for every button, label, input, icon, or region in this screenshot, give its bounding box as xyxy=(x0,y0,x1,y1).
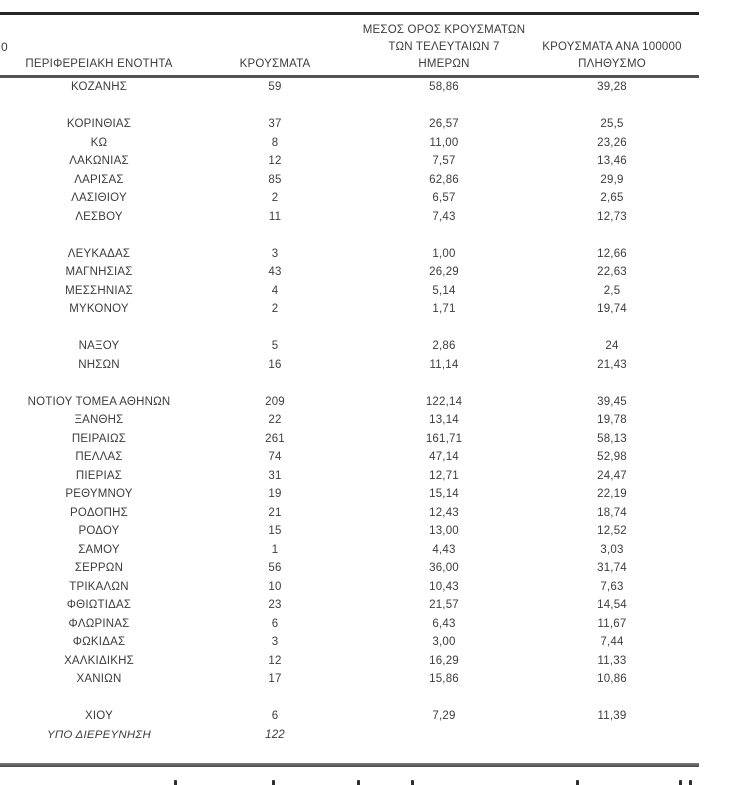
cell-avg7: 1,71 xyxy=(432,303,456,315)
cell-region: ΛΕΥΚΑΔΑΣ xyxy=(67,247,131,260)
cell-per100k: 24 xyxy=(605,340,619,352)
cell-avg7: 5,14 xyxy=(432,284,456,297)
cell-per100k: 12,52 xyxy=(597,525,627,537)
cell-region: ΧΑΝΙΩΝ xyxy=(76,673,122,685)
cell-per100k: 12,66 xyxy=(597,247,627,260)
table-row xyxy=(0,189,688,208)
cell-region: ΧΙΟΥ xyxy=(85,710,113,722)
table-row xyxy=(0,411,688,430)
cell-avg7: 6,43 xyxy=(432,617,456,630)
cutoff-text-top-mark xyxy=(679,780,682,785)
cell-avg7: 12,43 xyxy=(429,506,459,519)
table-row xyxy=(0,726,688,745)
cell-avg7: 161,71 xyxy=(425,432,463,445)
table-row xyxy=(0,78,688,97)
table-row xyxy=(0,559,688,578)
cell-region: ΡΟΔΟΥ xyxy=(78,525,120,537)
cell-cases: 10 xyxy=(268,580,282,593)
cell-per100k: 7,63 xyxy=(600,580,624,593)
cell-cases: 43 xyxy=(268,266,282,278)
table-row xyxy=(0,152,688,171)
cell-avg7: 11,00 xyxy=(429,136,459,149)
cell-per100k: 39,45 xyxy=(597,395,627,408)
cell-region: ΞΑΝΘΗΣ xyxy=(74,414,124,426)
cell-per100k: 2,65 xyxy=(600,192,624,204)
cell-avg7: 10,43 xyxy=(429,580,459,593)
cell-per100k: 12,73 xyxy=(597,210,627,223)
table-row xyxy=(0,115,688,134)
table-row xyxy=(0,393,688,412)
cell-region: ΠΕΛΛΑΣ xyxy=(75,451,123,463)
cell-avg7: 36,00 xyxy=(429,562,459,574)
cell-cases: 1 xyxy=(271,543,279,556)
cell-cases: 17 xyxy=(268,673,282,685)
cell-per100k: 18,74 xyxy=(597,506,627,519)
header-col-avg7-line3: ΗΜΕΡΩΝ xyxy=(418,58,470,70)
cell-region: ΤΡΙΚΑΛΩΝ xyxy=(69,580,129,593)
table-rows xyxy=(0,78,688,744)
table-row xyxy=(0,633,688,652)
cell-per100k: 52,98 xyxy=(597,451,627,463)
cell-per100k: 39,28 xyxy=(597,81,627,93)
header-col-cases xyxy=(198,20,352,74)
cell-region: ΝΟΤΙΟΥ ΤΟΜΕΑ ΑΘΗΝΩΝ xyxy=(27,395,171,408)
cell-per100k: 19,74 xyxy=(597,303,627,315)
cell-cases: 15 xyxy=(268,525,282,537)
cell-region: ΛΑΣΙΘΙΟΥ xyxy=(71,192,127,204)
table-row xyxy=(0,652,688,671)
cell-cases: 2 xyxy=(271,303,279,315)
cell-avg7: 21,57 xyxy=(429,599,459,611)
header-col-region-label: ΠΕΡΙΦΕΡΕΙΑΚΗ ΕΝΟΤΗΤΑ xyxy=(25,58,173,70)
cell-region: ΦΘΙΩΤΙΔΑΣ xyxy=(66,599,132,611)
cell-cases: 3 xyxy=(271,636,279,648)
cell-cases: 261 xyxy=(265,432,285,445)
cell-cases: 8 xyxy=(271,136,279,149)
cell-cases: 122 xyxy=(265,728,285,741)
cell-cases: 4 xyxy=(271,284,279,297)
cell-per100k: 13,46 xyxy=(597,155,627,167)
cell-region: ΠΙΕΡΙΑΣ xyxy=(75,469,123,482)
cell-per100k: 7,44 xyxy=(600,636,624,648)
row-spacer xyxy=(0,374,688,393)
cell-per100k: 10,86 xyxy=(597,673,627,685)
cell-region: ΛΑΡΙΣΑΣ xyxy=(74,173,124,186)
cell-avg7: 3,00 xyxy=(432,636,456,648)
table-row xyxy=(0,430,688,449)
table-row xyxy=(0,670,688,689)
header-col-avg7-line1: ΜΕΣΟΣ ΟΡΟΣ ΚΡΟΥΣΜΑΤΩΝ xyxy=(362,24,526,36)
cell-region: ΛΑΚΩΝΙΑΣ xyxy=(69,155,129,167)
cell-cases: 56 xyxy=(268,562,282,574)
cell-per100k: 23,26 xyxy=(597,136,627,149)
cell-avg7: 4,43 xyxy=(432,543,456,556)
table-row xyxy=(0,615,688,634)
cell-region: ΝΗΣΩΝ xyxy=(78,358,120,371)
cell-region: ΚΟΖΑΝΗΣ xyxy=(70,81,128,93)
header-col-region xyxy=(0,20,198,74)
table-row xyxy=(0,208,688,227)
cell-cases: 12 xyxy=(268,155,282,167)
cell-cases: 37 xyxy=(268,118,282,130)
cutoff-text-top-mark xyxy=(411,780,414,785)
table-row xyxy=(0,245,688,264)
cell-cases: 59 xyxy=(268,81,282,93)
cell-per100k: 14,54 xyxy=(597,599,627,611)
cell-region: ΜΥΚΟΝΟΥ xyxy=(69,303,129,315)
cell-per100k: 11,33 xyxy=(597,654,627,667)
cell-per100k: 22,63 xyxy=(597,266,627,278)
cell-region: ΜΑΓΝΗΣΙΑΣ xyxy=(65,266,133,278)
cell-per100k: 31,74 xyxy=(597,562,627,574)
cell-region: ΜΕΣΣΗΝΙΑΣ xyxy=(65,284,133,297)
cell-cases: 209 xyxy=(265,395,285,408)
cell-cases: 19 xyxy=(268,488,282,500)
header-col-per100k-line1: ΚΡΟΥΣΜΑΤΑ ΑΝΑ 100000 xyxy=(542,41,682,53)
table-row xyxy=(0,282,688,301)
table-row xyxy=(0,707,688,726)
cell-region: ΣΕΡΡΩΝ xyxy=(74,562,124,574)
cell-region: ΛΕΣΒΟΥ xyxy=(75,210,123,223)
cell-region: ΠΕΙΡΑΙΩΣ xyxy=(71,432,127,445)
table-row xyxy=(0,356,688,375)
cell-region: ΚΩ xyxy=(90,136,108,149)
table-row xyxy=(0,522,688,541)
cell-cases: 74 xyxy=(268,451,282,463)
cell-region: ΝΑΞΟΥ xyxy=(78,340,120,352)
cell-avg7: 62,86 xyxy=(429,173,459,186)
cell-region: ΡΕΘΥΜΝΟΥ xyxy=(65,488,133,500)
cell-avg7: 47,14 xyxy=(429,451,459,463)
cell-avg7: 7,43 xyxy=(432,210,456,223)
cutoff-text-top-mark xyxy=(174,780,177,785)
cell-avg7: 13,00 xyxy=(429,525,459,537)
row-spacer xyxy=(0,226,688,245)
cell-per100k: 2,5 xyxy=(603,284,621,297)
cell-avg7: 1,00 xyxy=(432,247,456,260)
cell-avg7: 16,29 xyxy=(429,654,459,667)
bottom-rule xyxy=(0,763,699,767)
cutoff-text-top-mark xyxy=(576,780,579,785)
cell-region: ΣΑΜΟΥ xyxy=(78,543,120,556)
cell-avg7: 26,29 xyxy=(429,266,459,278)
cell-avg7: 2,86 xyxy=(432,340,456,352)
cell-cases: 2 xyxy=(271,192,279,204)
cell-region: ΦΩΚΙΔΑΣ xyxy=(72,636,126,648)
cell-avg7: 122,14 xyxy=(425,395,463,408)
cell-cases: 31 xyxy=(268,469,282,482)
cell-region: ΥΠΟ ΔΙΕΡΕΥΝΗΣΗ xyxy=(47,728,151,741)
cell-avg7: 13,14 xyxy=(429,414,459,426)
cell-cases: 6 xyxy=(271,617,279,630)
table-row xyxy=(0,171,688,190)
left-edge-text-fragment: 0 xyxy=(1,40,8,54)
table-row xyxy=(0,596,688,615)
cell-per100k xyxy=(536,726,688,745)
cell-cases: 16 xyxy=(268,358,282,371)
table-row xyxy=(0,448,688,467)
cell-region: ΡΟΔΟΠΗΣ xyxy=(70,506,128,519)
table-row xyxy=(0,337,688,356)
cell-cases: 3 xyxy=(271,247,279,260)
cell-per100k: 11,39 xyxy=(597,710,627,722)
cell-cases: 11 xyxy=(268,210,282,223)
cell-cases: 23 xyxy=(268,599,282,611)
cutoff-text-top-mark xyxy=(689,780,692,785)
row-spacer xyxy=(0,319,688,338)
cell-cases: 85 xyxy=(268,173,282,186)
cell-per100k: 29,9 xyxy=(600,173,624,186)
cell-per100k: 22,19 xyxy=(597,488,627,500)
header-col-per100k xyxy=(536,20,688,74)
cutoff-text-top-mark xyxy=(357,780,360,785)
cell-cases: 22 xyxy=(268,414,282,426)
header-col-avg7 xyxy=(352,20,536,74)
table-row xyxy=(0,467,688,486)
cell-per100k: 24,47 xyxy=(597,469,627,482)
table-row xyxy=(0,134,688,153)
top-rule xyxy=(0,12,699,15)
cell-cases: 12 xyxy=(268,654,282,667)
table-row xyxy=(0,485,688,504)
cell-cases: 5 xyxy=(271,340,279,352)
cell-avg7: 7,57 xyxy=(432,155,456,167)
cell-avg7: 12,71 xyxy=(429,469,459,482)
cell-avg7: 26,57 xyxy=(429,118,459,130)
cell-cases: 6 xyxy=(271,710,279,722)
header-col-cases-label: ΚΡΟΥΣΜΑΤΑ xyxy=(239,58,311,70)
cell-region: ΧΑΛΚΙΔΙΚΗΣ xyxy=(64,654,134,667)
cell-per100k: 25,5 xyxy=(600,118,624,130)
cell-per100k: 21,43 xyxy=(597,358,627,371)
cell-avg7 xyxy=(352,726,536,745)
cell-avg7: 11,14 xyxy=(429,358,459,371)
row-spacer xyxy=(0,97,688,116)
table-row xyxy=(0,578,688,597)
header-col-avg7-line2: ΤΩΝ ΤΕΛΕΥΤΑΙΩΝ 7 xyxy=(388,41,500,53)
table-row xyxy=(0,504,688,523)
table-row xyxy=(0,263,688,282)
cell-region: ΚΟΡΙΝΘΙΑΣ xyxy=(66,118,132,130)
cutoff-text-top-mark xyxy=(272,780,275,785)
header-col-per100k-line2: ΠΛΗΘΥΣΜΟ xyxy=(578,58,646,70)
cell-cases: 21 xyxy=(268,506,282,519)
cell-avg7: 58,86 xyxy=(429,81,459,93)
cell-per100k: 3,03 xyxy=(600,543,624,556)
cell-avg7: 7,29 xyxy=(432,710,456,722)
cell-per100k: 58,13 xyxy=(597,432,627,445)
table-header xyxy=(0,20,688,74)
cell-region: ΦΛΩΡΙΝΑΣ xyxy=(68,617,130,630)
cell-avg7: 6,57 xyxy=(432,192,456,204)
table-row xyxy=(0,300,688,319)
row-spacer xyxy=(0,689,688,708)
cell-per100k: 19,78 xyxy=(597,414,627,426)
table-row xyxy=(0,541,688,560)
cell-avg7: 15,86 xyxy=(429,673,459,685)
cell-per100k: 11,67 xyxy=(597,617,627,630)
cell-avg7: 15,14 xyxy=(429,488,459,500)
